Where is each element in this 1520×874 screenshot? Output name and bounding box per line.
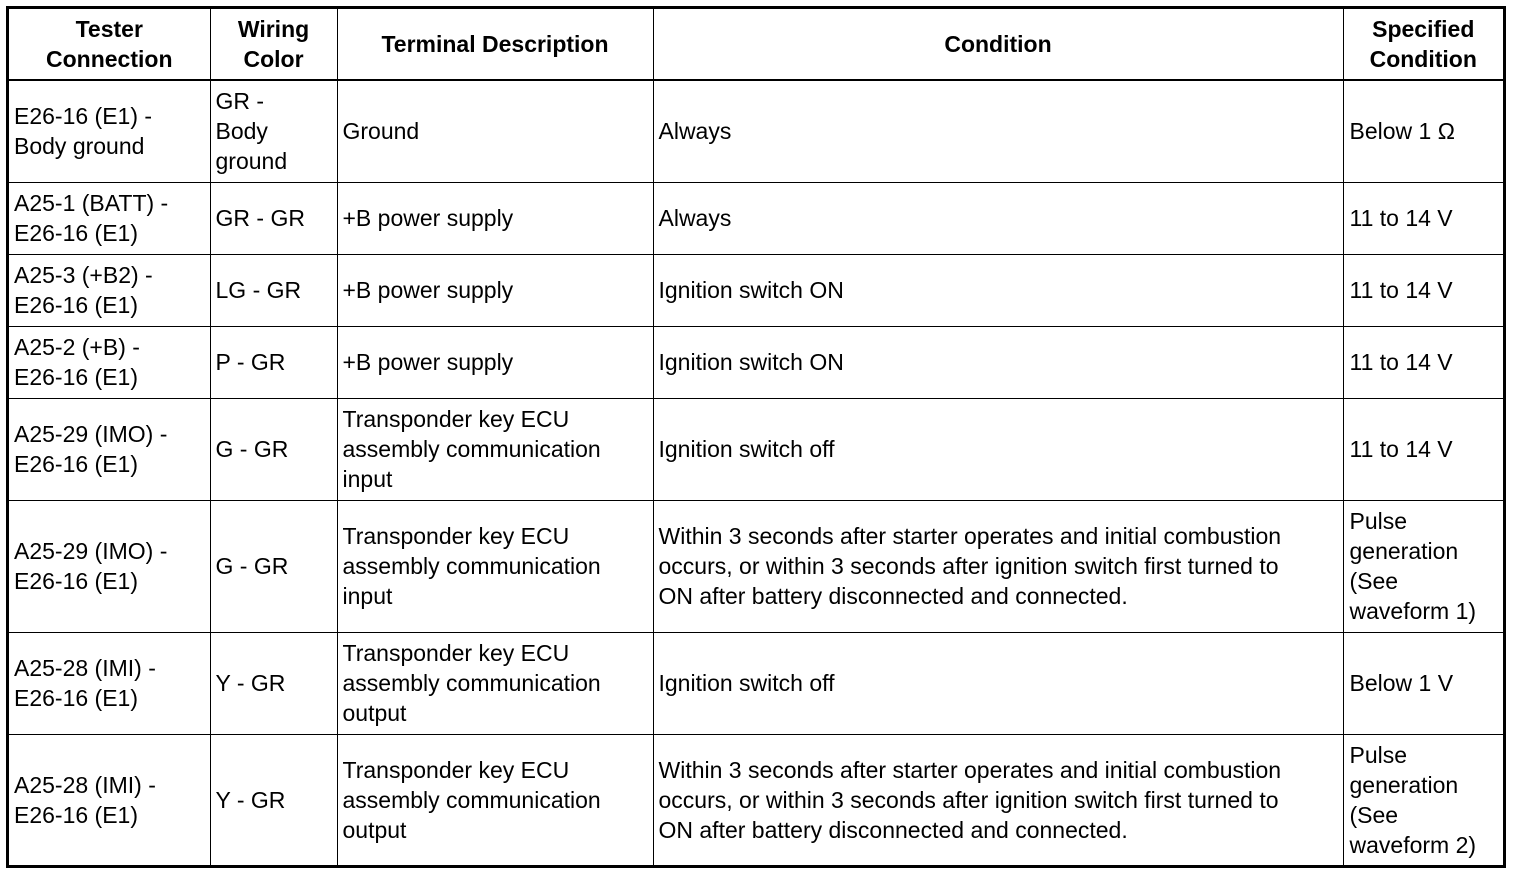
terminal-spec-table-wrapper: [6, 6, 1506, 868]
cell-wiring-color: LG - GR: [210, 254, 337, 326]
cell-terminal-description: Ground: [337, 80, 653, 182]
table-row: [9, 632, 1503, 734]
cell-tester-connection: A25-29 (IMO) - E26-16 (E1): [9, 398, 210, 500]
cell-condition: Ignition switch off: [653, 632, 1343, 734]
table-row: [9, 80, 1503, 182]
cell-wiring-color: G - GR: [210, 398, 337, 500]
cell-terminal-description: +B power supply: [337, 254, 653, 326]
cell-wiring-color: GR - Body ground: [210, 80, 337, 182]
cell-condition: Always: [653, 182, 1343, 254]
table-row: [9, 254, 1503, 326]
table-row: [9, 734, 1503, 866]
cell-condition: Within 3 seconds after starter operates and initial combustion occurs, or within 3 seconds after ignition switch first turned to ON after battery disconnected and connected.: [653, 734, 1343, 866]
cell-specified-condition: Pulse generation (See waveform 1): [1343, 500, 1503, 632]
cell-tester-connection: A25-28 (IMI) - E26-16 (E1): [9, 632, 210, 734]
cell-wiring-color: G - GR: [210, 500, 337, 632]
cell-specified-condition: 11 to 14 V: [1343, 398, 1503, 500]
cell-wiring-color: Y - GR: [210, 632, 337, 734]
header-specified-condition: Specified Condition: [1343, 9, 1503, 80]
cell-terminal-description: Transponder key ECU assembly communication input: [337, 500, 653, 632]
cell-wiring-color: P - GR: [210, 326, 337, 398]
cell-terminal-description: +B power supply: [337, 182, 653, 254]
table-row: [9, 182, 1503, 254]
cell-wiring-color: Y - GR: [210, 734, 337, 866]
cell-specified-condition: Below 1 Ω: [1343, 80, 1503, 182]
cell-tester-connection: A25-2 (+B) - E26-16 (E1): [9, 326, 210, 398]
cell-condition: Ignition switch off: [653, 398, 1343, 500]
cell-specified-condition: Pulse generation (See waveform 2): [1343, 734, 1503, 866]
table-row: [9, 326, 1503, 398]
cell-tester-connection: A25-29 (IMO) - E26-16 (E1): [9, 500, 210, 632]
table-row: [9, 500, 1503, 632]
cell-specified-condition: 11 to 14 V: [1343, 254, 1503, 326]
cell-tester-connection: A25-3 (+B2) - E26-16 (E1): [9, 254, 210, 326]
cell-terminal-description: Transponder key ECU assembly communication output: [337, 734, 653, 866]
header-condition: Condition: [653, 9, 1343, 80]
cell-tester-connection: E26-16 (E1) - Body ground: [9, 80, 210, 182]
cell-terminal-description: Transponder key ECU assembly communication input: [337, 398, 653, 500]
terminal-spec-table: [9, 9, 1503, 866]
cell-wiring-color: GR - GR: [210, 182, 337, 254]
cell-specified-condition: Below 1 V: [1343, 632, 1503, 734]
cell-tester-connection: A25-1 (BATT) - E26-16 (E1): [9, 182, 210, 254]
cell-terminal-description: +B power supply: [337, 326, 653, 398]
header-terminal-description: Terminal Description: [337, 9, 653, 80]
header-tester-connection: Tester Connection: [9, 9, 210, 80]
cell-specified-condition: 11 to 14 V: [1343, 182, 1503, 254]
cell-condition: Ignition switch ON: [653, 254, 1343, 326]
cell-terminal-description: Transponder key ECU assembly communication output: [337, 632, 653, 734]
header-row: [9, 9, 1503, 80]
cell-condition: Ignition switch ON: [653, 326, 1343, 398]
cell-tester-connection: A25-28 (IMI) - E26-16 (E1): [9, 734, 210, 866]
cell-condition: Always: [653, 80, 1343, 182]
cell-specified-condition: 11 to 14 V: [1343, 326, 1503, 398]
table-row: [9, 398, 1503, 500]
cell-condition: Within 3 seconds after starter operates and initial combustion occurs, or within 3 seconds after ignition switch first turned to ON after battery disconnected and connected.: [653, 500, 1343, 632]
header-wiring-color: Wiring Color: [210, 9, 337, 80]
